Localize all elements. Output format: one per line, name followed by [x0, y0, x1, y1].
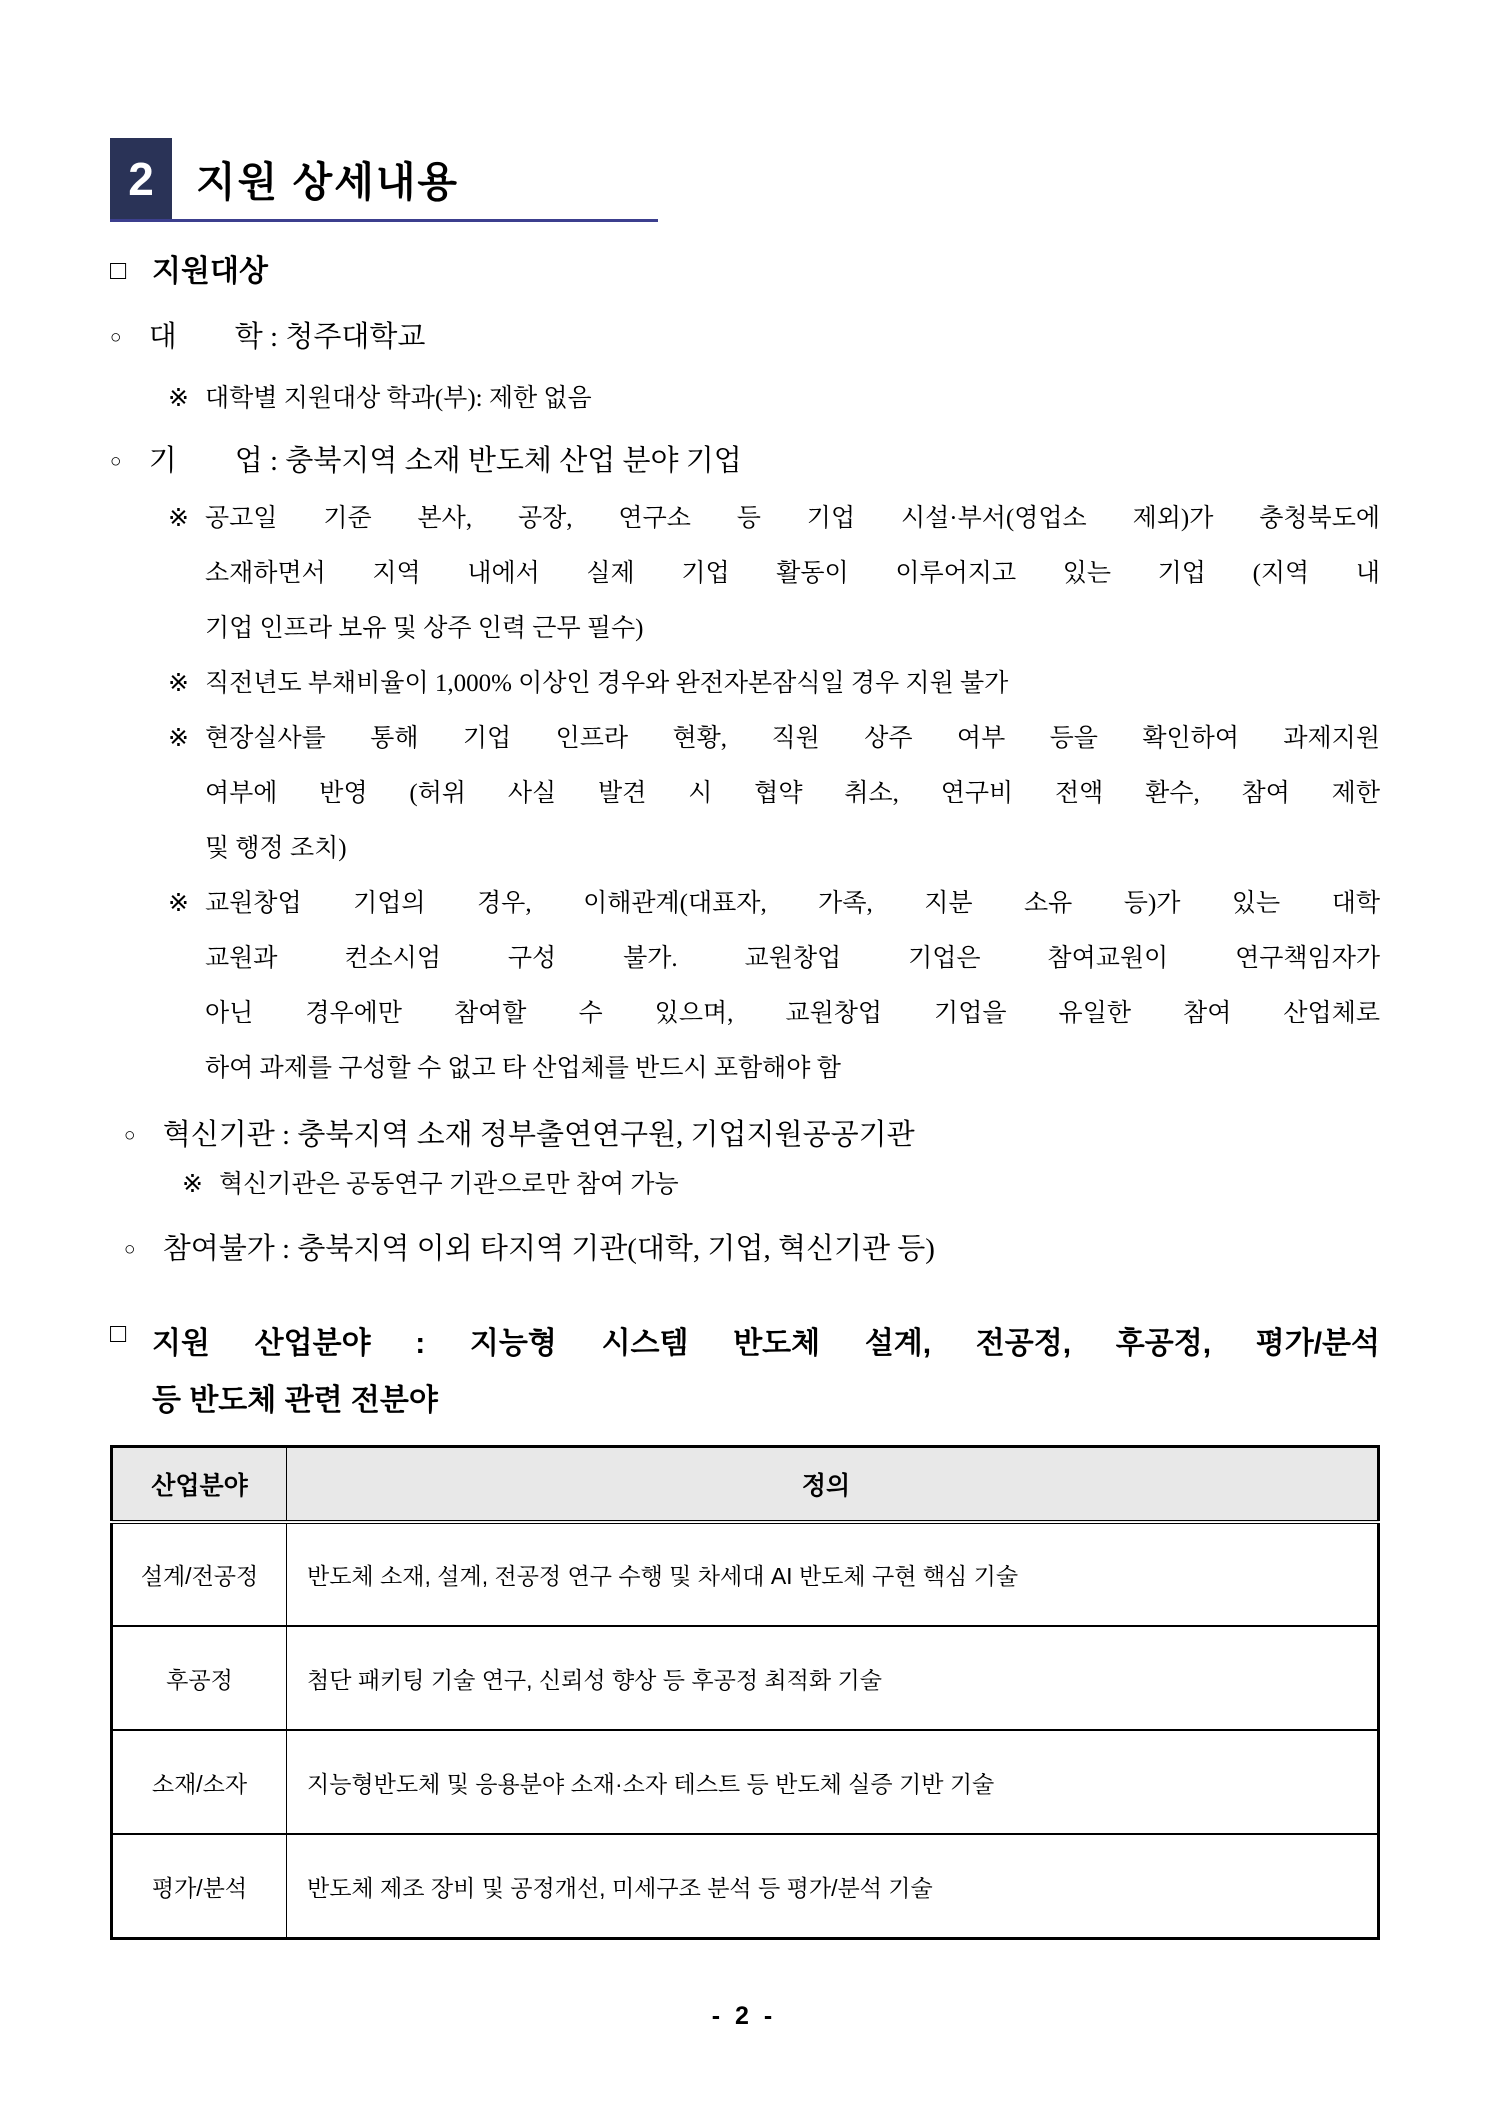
reference-mark-icon: ※ [182, 1170, 203, 1198]
support-target-heading-label: 지원대상 [152, 255, 268, 288]
table-cell-field: 소재/소자 [112, 1730, 287, 1834]
note-line: 기업 인프라 보유 및 상주 인력 근무 필수) [205, 614, 644, 642]
company-note-location [168, 491, 1380, 656]
university-note [168, 371, 1380, 426]
reference-mark-icon: ※ [168, 724, 189, 752]
company-note-inspection [168, 711, 1380, 876]
note-line: 교원창업 기업의 경우, 이해관계(대표자, 가족, 지분 소유 등)가 있는 대학 [205, 889, 1380, 917]
note-line: 여부에 반영 (허위 사실 발견 시 협약 취소, 연구비 전액 환수, 참여 제한 [205, 779, 1380, 807]
company-item-text: 기 업 : 충북지역 소재 반도체 산업 분야 기업 [148, 444, 742, 477]
table-cell-field: 후공정 [112, 1626, 287, 1730]
exclusion-item-text: 참여불가 : 충북지역 이외 타지역 기관(대학, 기업, 혁신기관 등) [162, 1232, 935, 1265]
table-header-field: 산업분야 [112, 1446, 287, 1522]
exclusion-item [124, 1228, 1380, 1271]
company-item [110, 440, 1380, 483]
table-cell-definition: 반도체 소재, 설계, 전공정 연구 수행 및 차세대 AI 반도체 구현 핵심 기술 [307, 1563, 1019, 1590]
square-bullet-icon: □ [110, 1317, 127, 1348]
industry-heading-line1: 지원 산업분야 : 지능형 시스템 반도체 설계, 전공정, 후공정, 평가/분석 [152, 1326, 1380, 1360]
company-note-debt [168, 656, 1380, 711]
reference-mark-icon: ※ [168, 669, 189, 697]
table-cell-definition: 첨단 패키팅 기술 연구, 신뢰성 향상 등 후공정 최적화 기술 [287, 1626, 1379, 1730]
innovation-item [124, 1114, 1380, 1157]
reference-mark-icon: ※ [168, 384, 189, 412]
university-note-text: 대학별 지원대상 학과(부): 제한 없음 [205, 384, 592, 412]
note-line: 아닌 경우에만 참여할 수 있으며, 교원창업 기업을 유일한 참여 산업체로 [205, 999, 1380, 1027]
table-row [112, 1730, 1379, 1834]
support-target-heading [110, 252, 1380, 292]
note-line: 하여 과제를 구성할 수 없고 타 산업체를 반드시 포함해야 함 [205, 1054, 841, 1082]
reference-mark-icon: ※ [168, 504, 189, 532]
note-line: 혁신기관은 공동연구 기관으로만 참여 가능 [219, 1170, 679, 1198]
industry-table [110, 1445, 1380, 1940]
note-line: 현장실사를 통해 기업 인프라 현황, 직원 상주 여부 등을 확인하여 과제지원 [205, 724, 1380, 752]
company-note-faculty-startup [168, 876, 1380, 1096]
table-header-definition: 정의 [287, 1446, 1379, 1522]
circle-bullet-icon: ○ [110, 326, 122, 348]
innovation-item-text: 혁신기관 : 충북지역 소재 정부출연연구원, 기업지원공공기관 [162, 1118, 915, 1151]
industry-heading-line2: 등 반도체 관련 전분야 [152, 1383, 438, 1417]
university-item [110, 316, 1380, 359]
university-item-text: 대 학 : 청주대학교 [148, 320, 426, 353]
table-cell-field: 평가/분석 [112, 1834, 287, 1938]
industry-section-heading [110, 1315, 1380, 1429]
section-title: 지원 상세내용 [196, 159, 460, 205]
note-line: 공고일 기준 본사, 공장, 연구소 등 기업 시설·부서(영업소 제외)가 충청북도에 [205, 504, 1380, 532]
table-row [112, 1626, 1379, 1730]
table-row [112, 1834, 1379, 1938]
innovation-note [182, 1157, 1380, 1212]
circle-bullet-icon: ○ [124, 1124, 136, 1146]
table-row [112, 1522, 1379, 1626]
note-line: 교원과 컨소시엄 구성 불가. 교원창업 기업은 참여교원이 연구책임자가 [205, 944, 1380, 972]
reference-mark-icon: ※ [168, 889, 189, 917]
note-line: 및 행정 조치) [205, 834, 347, 862]
table-cell-definition: 반도체 제조 장비 및 공정개선, 미세구조 분석 등 평가/분석 기술 [287, 1834, 1379, 1938]
circle-bullet-icon: ○ [124, 1238, 136, 1260]
section-number-box: 2 [110, 138, 172, 219]
circle-bullet-icon: ○ [110, 450, 122, 472]
table-cell-field: 설계/전공정 [112, 1522, 287, 1626]
page-number: - 2 - [711, 2002, 777, 2030]
square-bullet-icon: □ [110, 255, 127, 285]
table-header-row [112, 1446, 1379, 1522]
note-line: 직전년도 부채비율이 1,000% 이상인 경우와 완전자본잠식일 경우 지원 불가 [205, 669, 1009, 697]
note-line: 소재하면서 지역 내에서 실제 기업 활동이 이루어지고 있는 기업 (지역 내 [205, 559, 1380, 587]
section-header [110, 138, 658, 222]
table-cell-definition: 지능형반도체 및 응용분야 소재·소자 테스트 등 반도체 실증 기반 기술 [287, 1730, 1379, 1834]
